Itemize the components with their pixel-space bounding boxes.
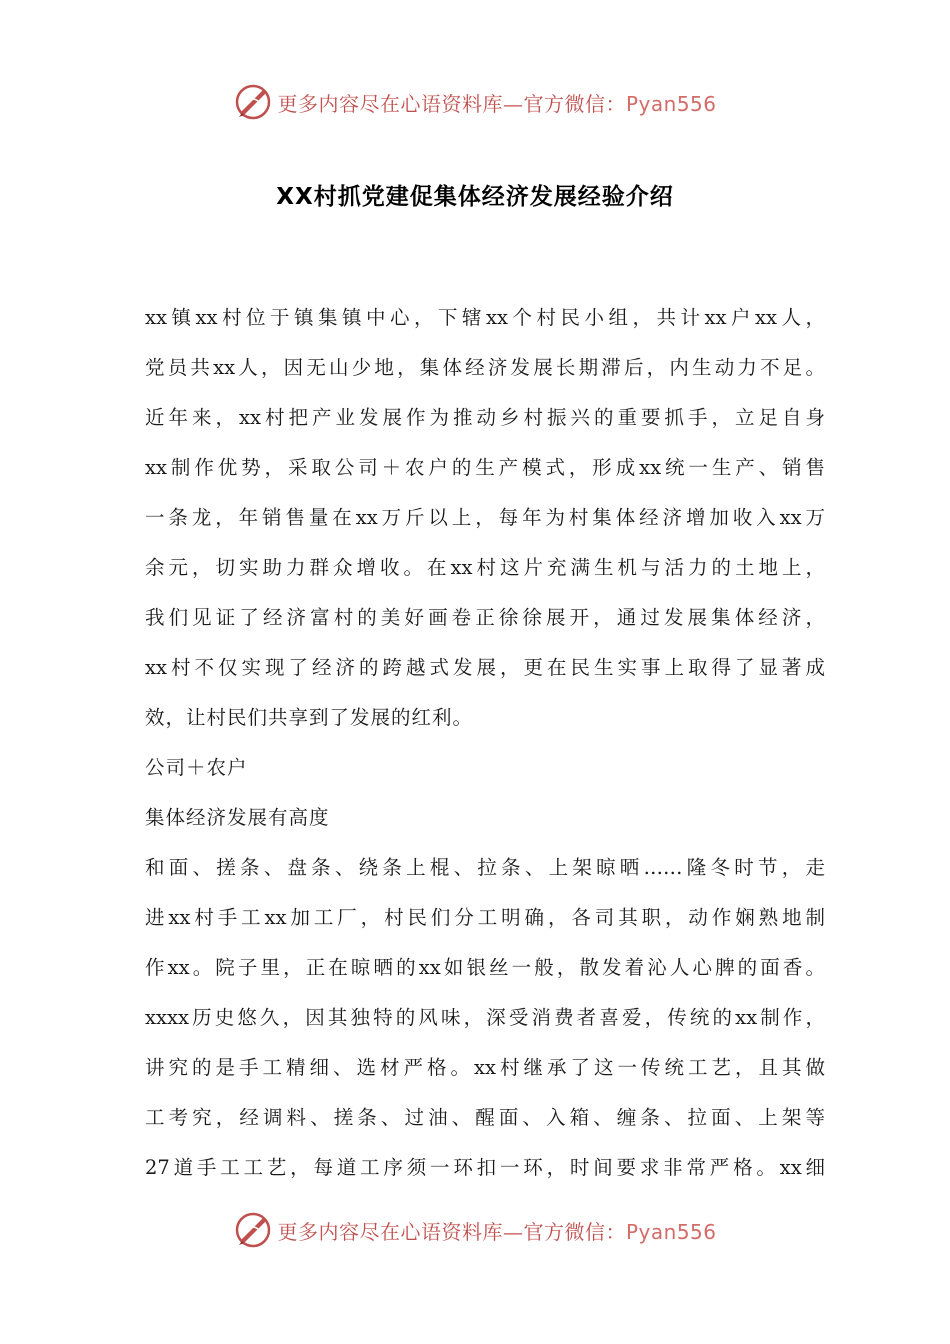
wechat-id: Pyan556 <box>625 91 717 116</box>
watermark-banner-bottom <box>0 1208 950 1252</box>
document-title: XX村抓党建促集体经济发展经验介绍 <box>276 184 674 210</box>
text-line: xx镇xx村位于镇集镇中心，下辖xx个村民小组，共计xx户xx人， <box>145 306 825 329</box>
text-line: 作xx。院子里，正在晾晒的xx如银丝一般，散发着沁人心脾的面香。 <box>145 956 825 979</box>
text-line: 我们见证了经济富村的美好画卷正徐徐展开，通过发展集体经济， <box>145 606 825 629</box>
text-line: 近年来，xx村把产业发展作为推动乡村振兴的重要抓手，立足自身 <box>145 406 825 429</box>
text-line: 一条龙，年销售量在xx万斤以上，每年为村集体经济增加收入xx万 <box>145 506 825 529</box>
watermark-text <box>277 88 716 117</box>
watermark-banner-top <box>0 80 950 124</box>
text-line: 党员共xx人，因无山少地，集体经济发展长期滞后，内生动力不足。 <box>145 356 825 379</box>
text-line: 集体经济发展有高度 <box>145 806 330 829</box>
text-line: 进xx村手工xx加工厂，村民们分工明确，各司其职，动作娴熟地制 <box>145 906 825 929</box>
document-body <box>145 296 825 1196</box>
text-line: xx村不仅实现了经济的跨越式发展，更在民生实事上取得了显著成 <box>145 656 825 679</box>
pen-logo-icon <box>233 1210 273 1250</box>
text-line: 公司＋农户 <box>145 756 248 779</box>
wechat-id: Pyan556 <box>625 1219 717 1244</box>
watermark-text <box>277 1216 716 1245</box>
text-line: 27道手工工艺，每道工序须一环扣一环，时间要求非常严格。xx细 <box>145 1156 825 1179</box>
text-line: 讲究的是手工精细、选材严格。xx村继承了这一传统工艺，且其做 <box>145 1056 825 1079</box>
text-line: 效，让村民们共享到了发展的红利。 <box>145 706 474 729</box>
pen-logo-icon <box>233 82 273 122</box>
watermark-label: 更多内容尽在心语资料库—官方微信： <box>277 91 626 116</box>
text-line: 余元，切实助力群众增收。在xx村这片充满生机与活力的土地上， <box>145 556 825 579</box>
watermark-label: 更多内容尽在心语资料库—官方微信： <box>277 1219 626 1244</box>
text-line: xx制作优势，采取公司＋农户的生产模式，形成xx统一生产、销售 <box>145 456 825 479</box>
text-line: 和面、搓条、盘条、绕条上棍、拉条、上架晾晒……隆冬时节，走 <box>145 856 825 879</box>
text-line: xxxx历史悠久，因其独特的风味，深受消费者喜爱，传统的xx制作， <box>145 1006 825 1029</box>
text-line: 工考究，经调料、搓条、过油、醒面、入箱、缠条、拉面、上架等 <box>145 1106 825 1129</box>
